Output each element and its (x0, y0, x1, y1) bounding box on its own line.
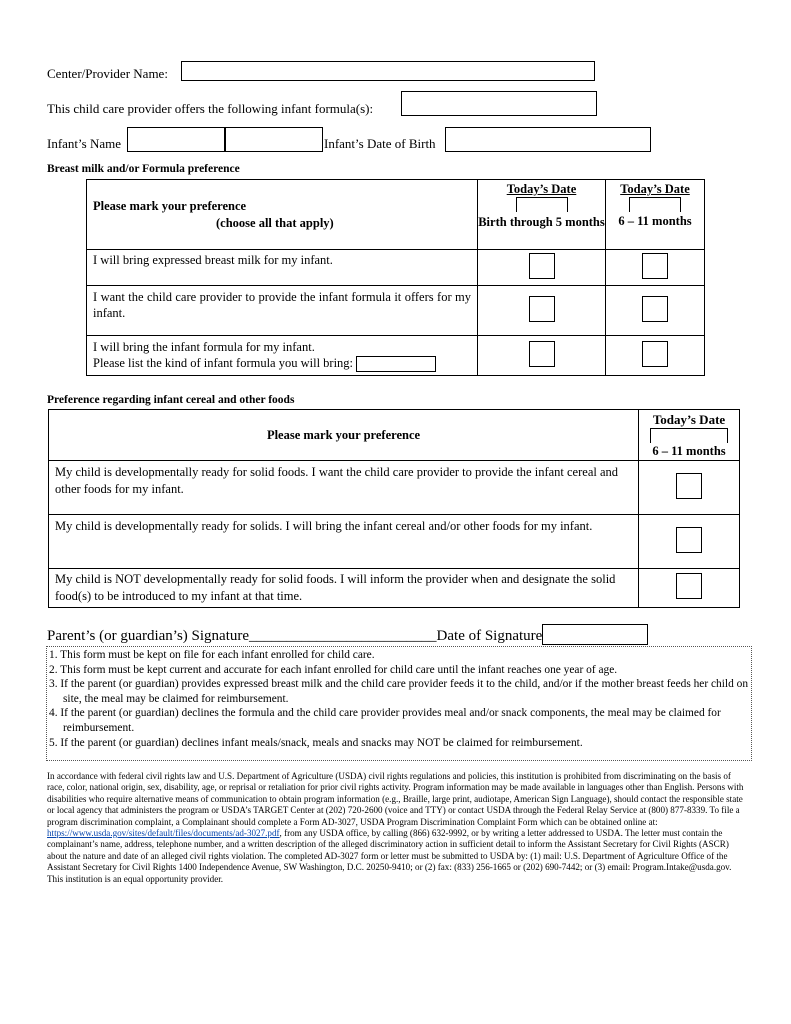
row-bring-formula-cell (478, 336, 606, 376)
age-range-label: 6 – 11 months (652, 444, 726, 458)
infant-dob-field[interactable] (445, 127, 651, 152)
note-item: 3. If the parent (or guardian) provides expressed breast milk and the child care provider feeds it to the child, and/or if the mother breast feeds her child on site, the meal may be claimed for reimbursement. (49, 678, 749, 705)
infant-formula-field[interactable] (401, 91, 597, 116)
signature-row (47, 624, 648, 645)
row-breast-milk-text: I will bring expressed breast milk for my infant. (87, 250, 478, 286)
breast-milk-formula-table (86, 179, 705, 376)
infant-name-field-last[interactable] (225, 127, 323, 152)
today-date-field[interactable] (629, 197, 681, 212)
age-range-label: Birth through 5 months (478, 215, 605, 229)
row-provider-cereal-text: My child is developmentally ready for solid foods. I want the child care provider to provide the infant cereal and other foods for my infant. (49, 461, 639, 515)
row-provider-cereal-cell (639, 461, 740, 515)
age-range-label: 6 – 11 months (618, 214, 692, 228)
formula-kind-field[interactable] (356, 356, 436, 372)
checkbox-bring-cereal[interactable] (676, 527, 702, 553)
row-bring-cereal-cell (639, 515, 740, 569)
provider-name-field[interactable] (181, 61, 595, 81)
preference-header (87, 180, 478, 250)
checkbox-provider-formula-6-11[interactable] (642, 296, 668, 322)
row-breast-milk-cell (606, 250, 705, 286)
row-bring-formula-text (87, 336, 478, 376)
checkbox-breast-milk-birth-5[interactable] (529, 253, 555, 279)
row-provider-formula-cell (478, 286, 606, 336)
checkbox-breast-milk-6-11[interactable] (642, 253, 668, 279)
note-item: 5. If the parent (or guardian) declines infant meals/snack, meals and snacks may NOT be claimed for reimbursement. (49, 736, 583, 749)
parent-signature-label: Parent’s (or guardian’s) Signature (47, 628, 250, 644)
signature-date-label: Date of Signature (436, 628, 543, 644)
civil-rights-text: In accordance with federal civil rights law and U.S. Department of Agriculture (USDA) civil rights regulations and policies, this institution is prohibited from discriminating on the basis of race, color, national origin, sex, disability, age, or reprisal or retaliation for prior civil rights activity. Program information may be made available in languages other than English. Persons with disabilities who require alternative means of communication to obtain program information (e.g., Braille, large print, audiotape, American Sign Language), should contact the responsible state or local agency that administers the program or USDA’s TARGET Center at (202) 720-2600 (voice and TTY) or contact USDA through the Federal Relay Service at (800) 877-8339. To file a program discrimination complaint, a Complainant should complete a Form AD-3027, USDA Program Discrimination Complaint Form which can be obtained online at: (47, 771, 744, 827)
row-provider-formula-text: I want the child care provider to provide the infant formula it offers for my infant. (87, 286, 478, 336)
preference-header: Please mark your preference (49, 410, 639, 461)
today-date-label: Today’s Date (652, 412, 726, 427)
preference-header-line1: Please mark your preference (93, 198, 247, 213)
civil-rights-statement (47, 771, 747, 885)
checkbox-bring-formula-6-11[interactable] (642, 341, 668, 367)
checkbox-provider-formula-birth-5[interactable] (529, 296, 555, 322)
col-birth-5-months-header (478, 180, 606, 250)
note-item: 2. This form must be kept current and accurate for each infant enrolled for child care until the infant reaches one year of age. (49, 663, 618, 676)
signature-date-field[interactable] (542, 624, 648, 645)
infant-formula-label: This child care provider offers the following infant formula(s): (47, 101, 374, 116)
row-not-ready-cell (639, 569, 740, 608)
provider-name-label: Center/Provider Name: (47, 66, 168, 81)
notes-box (46, 646, 752, 761)
row-bring-formula-cell (606, 336, 705, 376)
infant-dob-label: Infant’s Date of Birth (324, 136, 436, 151)
preference-header-line2: (choose all that apply) (216, 215, 334, 230)
section2-heading: Preference regarding infant cereal and other foods (47, 394, 295, 406)
formula-kind-label: Please list the kind of infant formula you will bring: (93, 356, 354, 370)
today-date-field[interactable] (516, 197, 568, 212)
cereal-foods-table (48, 409, 740, 608)
row-provider-formula-cell (606, 286, 705, 336)
section1-heading: Breast milk and/or Formula preference (47, 163, 240, 175)
bring-formula-line2 (93, 355, 471, 372)
row-bring-cereal-text: My child is developmentally ready for solids. I will bring the infant cereal and/or other foods for my infant. (49, 515, 639, 569)
equal-opportunity-statement: This institution is an equal opportunity provider. (47, 873, 224, 884)
parent-signature-line[interactable]: _________________________ (249, 628, 437, 644)
row-breast-milk-cell (478, 250, 606, 286)
checkbox-provider-cereal[interactable] (676, 473, 702, 499)
today-date-label: Today’s Date (506, 182, 577, 196)
ad-3027-link[interactable]: https://www.usda.gov/sites/default/files/documents/ad-3027.pdf (47, 828, 280, 839)
today-date-field[interactable] (650, 428, 728, 443)
note-item: 4. If the parent (or guardian) declines the formula and the child care provider provides meal and/or snack components, the meal may be claimed for reimbursement. (49, 707, 721, 734)
note-item: 1. This form must be kept on file for each infant enrolled for child care. (49, 649, 375, 661)
col-6-11-months-header (639, 410, 740, 461)
infant-name-label: Infant’s Name (47, 136, 122, 151)
row-not-ready-text: My child is NOT developmentally ready for solid foods. I will inform the provider when and designate the solid food(s) to be introduced to my infant at that time. (49, 569, 639, 608)
checkbox-bring-formula-birth-5[interactable] (529, 341, 555, 367)
col-6-11-months-header (606, 180, 705, 250)
civil-rights-text-cont: , from any USDA office, by calling (866) 632-9992, or by writing a letter addressed to USDA. The letter must contain the complainant’s name, address, telephone number, and a written description of the alleged discriminatory action in sufficient detail to inform the Assistant Secretary for Civil Rights (ASCR) about the nature and date of an alleged civil rights violation. The completed AD-3027 form or letter must be submitted to USDA by: (1) mail: U.S. Department of Agriculture Office of the Assistant Secretary for Civil Rights 1400 Independence Avenue, SW Washington, D.C. 20250-9410; or (2) fax: (833) 256-1665 or (202) 690-7442; or (3) email: Program.Intake@usda.gov. (47, 828, 732, 873)
infant-name-field-first[interactable] (127, 127, 225, 152)
today-date-label: Today’s Date (620, 182, 690, 196)
bring-formula-line1: I will bring the infant formula for my infant. (93, 340, 315, 354)
checkbox-not-ready[interactable] (676, 573, 702, 599)
